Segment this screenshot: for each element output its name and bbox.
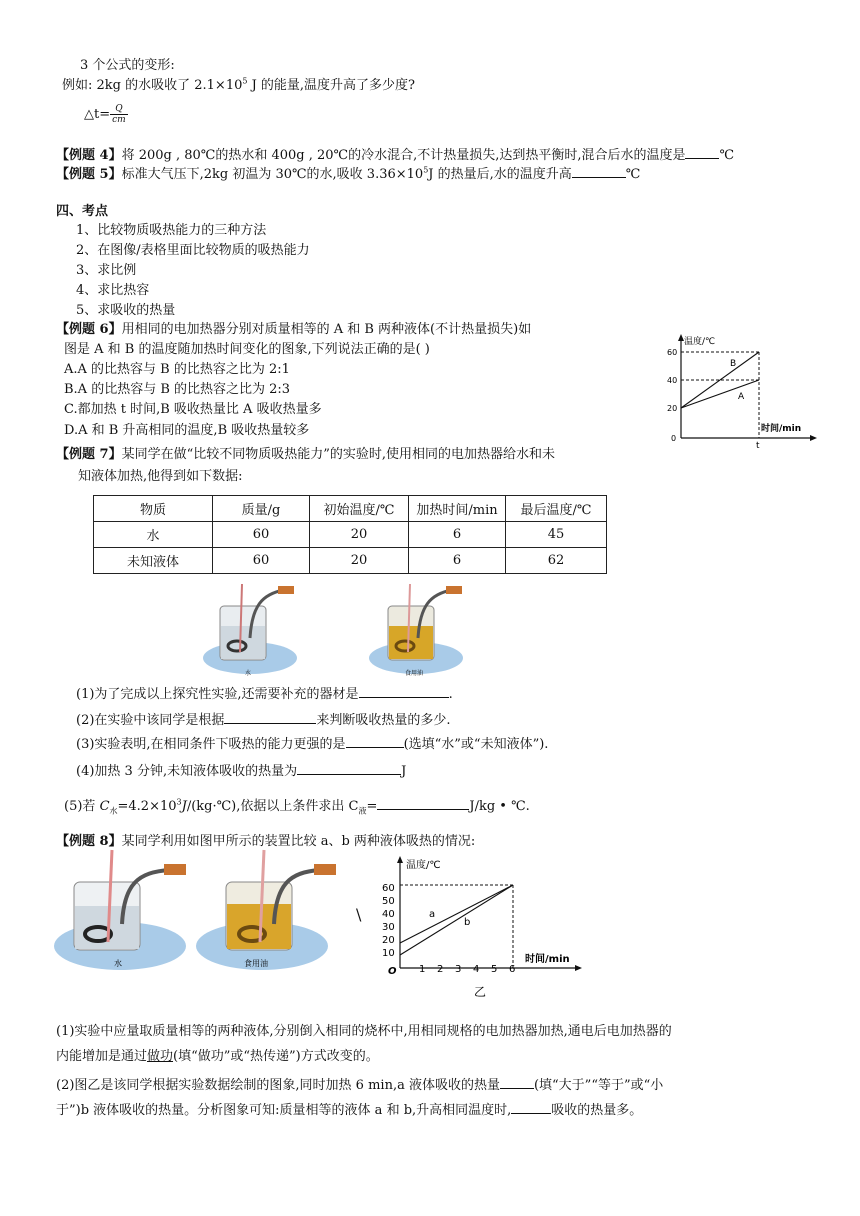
- ex8-part1-line2: 内能增加是通过做功(填“做功”或“热传递”)方式改变的。: [56, 1049, 379, 1064]
- x-tick: 6: [509, 964, 516, 975]
- option-c: C.都加热 t 时间,B 吸收热量比 A 吸收热量多: [64, 402, 322, 417]
- option-a: A.A 的比热容与 B 的比热容之比为 2:1: [64, 362, 290, 377]
- plug: [278, 586, 294, 594]
- question-5: (5)若 $C_水=4.2\times 10^3J/(kg\cdot℃)$,依据以上条件求出 $C_液= J/kg$ • ℃.: [64, 797, 530, 816]
- key-point: 2、在图像/表格里面比较物质的吸热能力: [76, 243, 310, 258]
- stray-mark: \: [356, 905, 362, 924]
- table-row: [94, 548, 607, 574]
- data-table: [93, 495, 607, 574]
- key-point: 5、求吸收的热量: [76, 303, 176, 318]
- y-tick: 20: [667, 404, 678, 413]
- series-b-label: b: [464, 917, 471, 928]
- oil-label: 食用油: [405, 670, 424, 677]
- chart6-xlabel: 时间/min: [761, 424, 802, 434]
- table-cell: 未知液体: [94, 548, 213, 574]
- series-a-line: [400, 885, 513, 943]
- temperature-time-chart-6: [648, 330, 820, 452]
- table-header: 物质: [94, 496, 213, 522]
- chart8-caption: 乙: [474, 985, 487, 999]
- x-arrow: [810, 435, 817, 441]
- water-label: 水: [245, 670, 252, 677]
- table-header: 质量/g: [213, 496, 310, 522]
- x-tick: 2: [437, 964, 444, 975]
- series-a-label: a: [429, 909, 436, 920]
- x-tick: 1: [419, 964, 426, 975]
- chart8-ylabel: 温度/℃: [406, 860, 441, 871]
- option-b: B.A 的比热容与 B 的比热容之比为 2:3: [64, 382, 291, 397]
- x-tick: 5: [491, 964, 498, 975]
- y-tick: 40: [667, 376, 678, 385]
- key-point: 3、求比例: [76, 263, 137, 278]
- temperature-time-chart-8: [366, 850, 586, 1000]
- table-cell: 45: [506, 522, 607, 548]
- table-cell: 6: [409, 522, 506, 548]
- x-tick: 4: [473, 964, 480, 975]
- table-cell: 6: [409, 548, 506, 574]
- series-a-line: [681, 380, 759, 408]
- y-arrow: [397, 856, 403, 863]
- example-5: 【例题 5】标准大气压下,2kg 初温为 30℃的水,吸收 $3.36\times 10^5J$ 的热量后,水的温度升高 ℃: [56, 165, 641, 182]
- ex8-part2-line1: (2)图乙是该同学根据实验数据绘制的图象,同时加热 6 min,a 液体吸收的热量 (填“大于”“等于”或“小: [56, 1075, 663, 1095]
- oil-label: 食用油: [244, 959, 268, 968]
- section-title: 四、考点: [56, 204, 109, 219]
- table-cell: 20: [310, 548, 409, 574]
- plug: [314, 864, 336, 875]
- water-beaker-illustration: [200, 580, 304, 680]
- water-beaker-large: [52, 848, 192, 974]
- table-header-row: [94, 496, 607, 522]
- table-cell: 62: [506, 548, 607, 574]
- ex8-part2-line2: 于”)b 液体吸收的热量。分析图象可知:质量相等的液体 a 和 b,升高相同温度时, 吸收的热量多。: [56, 1100, 642, 1120]
- x-tick: 3: [455, 964, 462, 975]
- key-point: 1、比较物质吸热能力的三种方法: [76, 223, 267, 238]
- series-b-line: [400, 885, 513, 955]
- table-cell: 20: [310, 522, 409, 548]
- question-4: (4)加热 3 分钟,未知液体吸收的热量为 J: [76, 761, 406, 781]
- series-a-label: A: [738, 392, 745, 402]
- y-tick: 60: [667, 348, 678, 357]
- formula-delta-t: △t= $\frac{Q}{cm}$: [84, 104, 126, 125]
- y-tick: 40: [382, 909, 395, 920]
- plug: [446, 586, 462, 594]
- oil-beaker-large: [196, 848, 338, 974]
- question-3: (3)实验表明,在相同条件下吸热的能力更强的是 (选填“水”或“未知液体”).: [76, 734, 548, 754]
- y-tick: 0: [671, 434, 677, 443]
- example-4: 【例题 4】将 200g , 80℃的热水和 400g , 20℃的冷水混合,不计热量损失,达到热平衡时,混合后水的温度是 ℃: [56, 145, 734, 165]
- series-b-label: B: [730, 359, 737, 369]
- y-tick: 30: [382, 922, 395, 933]
- table-header: 加热时间/min: [409, 496, 506, 522]
- x-arrow: [575, 965, 582, 971]
- table-row: [94, 522, 607, 548]
- formula-heading: 3 个公式的变形:: [80, 58, 175, 73]
- answer-zuogong: 做功: [147, 1049, 174, 1064]
- table-header: 最后温度/℃: [506, 496, 607, 522]
- y-tick: 10: [382, 948, 395, 959]
- key-point: 4、求比热容: [76, 283, 150, 298]
- table-cell: 水: [94, 522, 213, 548]
- table-cell: 60: [213, 548, 310, 574]
- water-label: 水: [114, 959, 122, 968]
- example-7: 【例题 7】某同学在做“比较不同物质吸热能力”的实验时,使用相同的电加热器给水和未: [56, 447, 556, 462]
- origin-label: O: [388, 966, 397, 977]
- example-7-line2: 知液体加热,他得到如下数据:: [78, 469, 243, 484]
- oil-beaker-illustration: [368, 580, 472, 680]
- formula-example: 例如: 2kg 的水吸收了 $2.1\times 10^5$ J 的能量,温度升高了多少度?: [62, 76, 416, 93]
- example-6-line2: 图是 A 和 B 的温度随加热时间变化的图象,下列说法正确的是( ): [64, 342, 430, 357]
- example-6: 【例题 6】用相同的电加热器分别对质量相等的 A 和 B 两种液体(不计热量损失)如: [56, 322, 532, 337]
- table-header: 初始温度/℃: [310, 496, 409, 522]
- plug: [164, 864, 186, 875]
- y-tick: 60: [382, 883, 395, 894]
- chart6-ylabel: 温度/℃: [684, 337, 716, 347]
- question-2: (2)在实验中该同学是根据 来判断吸收热量的多少.: [76, 710, 451, 730]
- option-d: D.A 和 B 升高相同的温度,B 吸收热量较多: [64, 423, 310, 438]
- question-1: (1)为了完成以上探究性实验,还需要补充的器材是 .: [76, 684, 453, 704]
- y-tick: 20: [382, 935, 395, 946]
- x-tick: t: [756, 441, 760, 451]
- chart8-xlabel: 时间/min: [525, 954, 570, 965]
- table-cell: 60: [213, 522, 310, 548]
- example-8: 【例题 8】某同学利用如图甲所示的装置比较 a、b 两种液体吸热的情况:: [56, 834, 476, 849]
- ex8-part1-line1: (1)实验中应量取质量相等的两种液体,分别倒入相同的烧杯中,用相同规格的电加热器加热,通电后电加热器的: [56, 1024, 672, 1039]
- y-tick: 50: [382, 896, 395, 907]
